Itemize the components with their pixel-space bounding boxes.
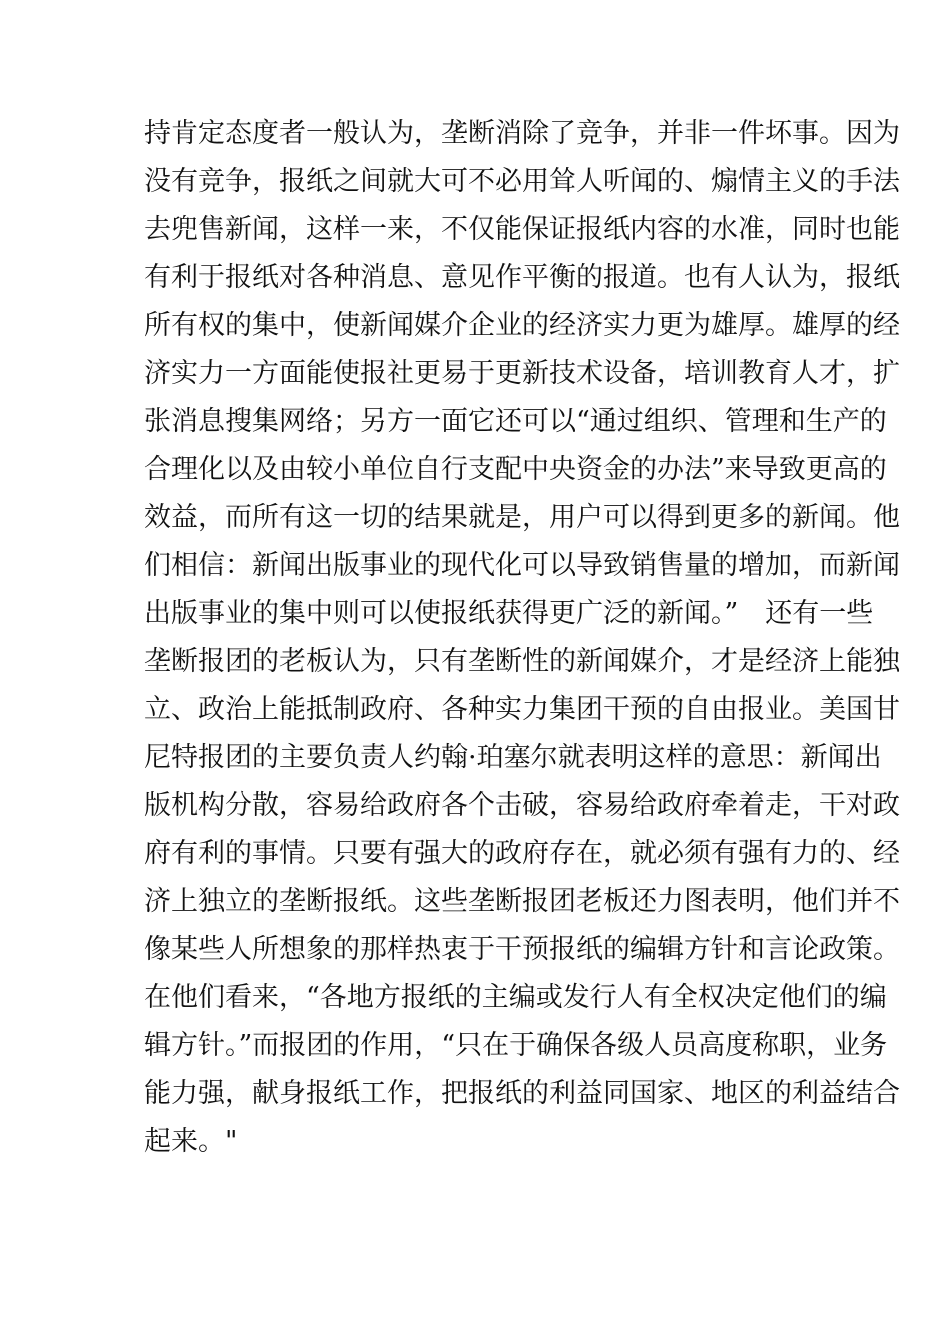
- text-line: 没有竞争，报纸之间就大可不必用耸人听闻的、煽情主义的手法: [144, 166, 900, 197]
- text-line: 府有利的事情。只要有强大的政府存在，就必须有强有力的、经: [144, 838, 900, 869]
- text-line: 出版事业的集中则可以使报纸获得更广泛的新闻。” 还有一些: [144, 598, 874, 629]
- text-line: 有利于报纸对各种消息、意见作平衡的报道。也有人认为，报纸: [144, 262, 900, 293]
- text-line: 版机构分散，容易给政府各个击破，容易给政府牵着走，干对政: [144, 790, 900, 821]
- text-line: 持肯定态度者一般认为，垄断消除了竞争，并非一件坏事。因为: [144, 118, 900, 149]
- text-line: 去兜售新闻，这样一来，不仅能保证报纸内容的水准，同时也能: [144, 214, 900, 245]
- text-line: 垄断报团的老板认为，只有垄断性的新闻媒介，才是经济上能独: [144, 646, 900, 677]
- text-line: 济上独立的垄断报纸。这些垄断报团老板还力图表明，他们并不: [144, 886, 900, 917]
- text-line: 效益，而所有这一切的结果就是，用户可以得到更多的新闻。他: [144, 502, 900, 533]
- text-line: 尼特报团的主要负责人约翰·珀塞尔就表明这样的意思：新闻出: [144, 742, 882, 773]
- text-line: 们相信：新闻出版事业的现代化可以导致销售量的增加，而新闻: [144, 550, 900, 581]
- text-line: 在他们看来，“各地方报纸的主编或发行人有全权决定他们的编: [144, 982, 887, 1013]
- text-line: 像某些人所想象的那样热衷于干预报纸的编辑方针和言论政策。: [144, 934, 900, 965]
- text-line: 合理化以及由较小单位自行支配中央资金的办法”来导致更高的: [144, 454, 887, 485]
- text-line: 济实力一方面能使报社更易于更新技术设备，培训教育人才，扩: [144, 358, 900, 389]
- text-line: 辑方针。”而报团的作用，“只在于确保各级人员高度称职，业务: [144, 1030, 888, 1061]
- text-line: 所有权的集中，使新闻媒介企业的经济实力更为雄厚。雄厚的经: [144, 310, 900, 341]
- text-line: 能力强，献身报纸工作，把报纸的利益同国家、地区的利益结合: [144, 1078, 900, 1109]
- text-line: 张消息搜集网络；另方一面它还可以“通过组织、管理和生产的: [144, 406, 887, 437]
- text-line: 立、政治上能抵制政府、各种实力集团干预的自由报业。美国甘: [144, 694, 900, 725]
- text-line: 起来。": [144, 1126, 238, 1157]
